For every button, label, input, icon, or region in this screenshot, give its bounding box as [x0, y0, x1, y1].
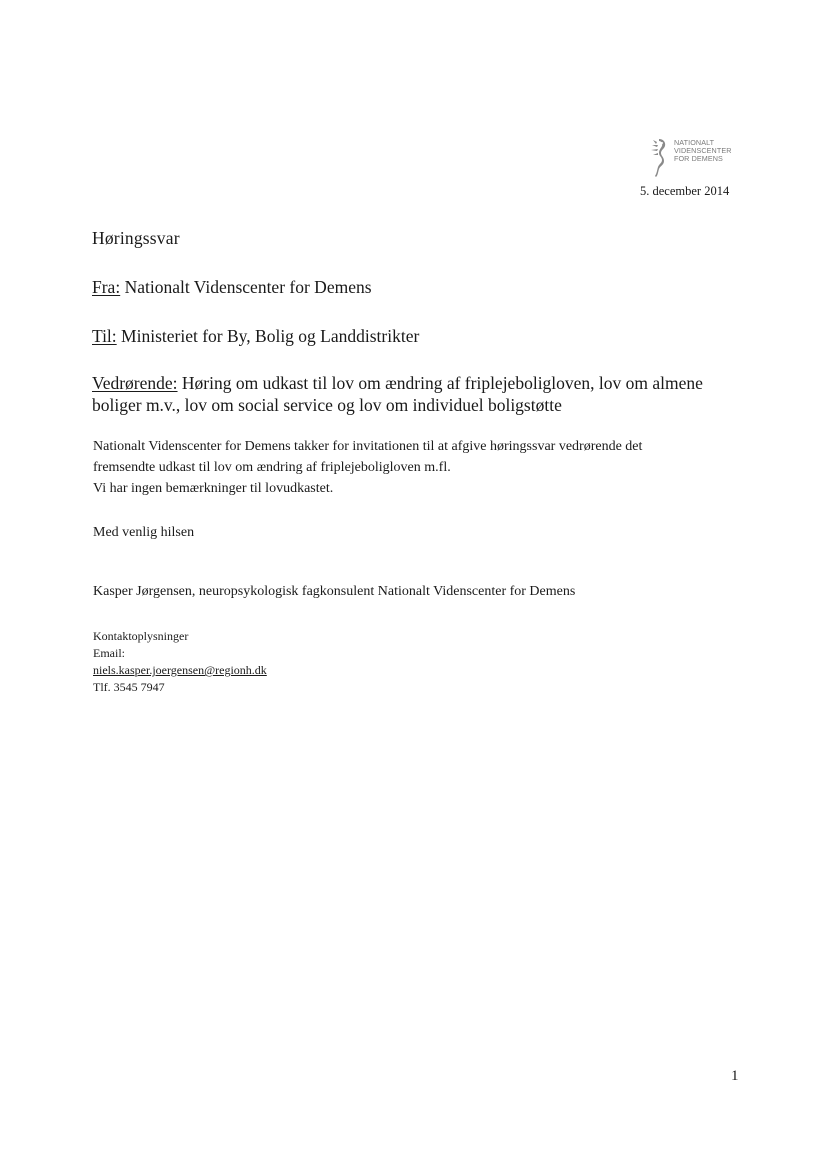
organization-logo	[648, 136, 740, 180]
from-value: Nationalt Videnscenter for Demens	[124, 277, 372, 297]
body-line-1: Nationalt Videnscenter for Demens takker for invitationen til at afgive høringssvar vedrørende det	[93, 439, 643, 454]
contact-block	[93, 628, 267, 696]
phone-line: Tlf. 3545 7947	[93, 680, 165, 694]
document-title: Høringssvar	[92, 228, 180, 248]
signature-line: Kasper Jørgensen, neuropsykologisk fagkonsulent Nationalt Videnscenter for Demens	[93, 584, 576, 599]
email-line	[93, 645, 267, 679]
contact-heading: Kontaktoplysninger	[93, 629, 189, 643]
from-label: Fra:	[92, 277, 121, 297]
body-line-2: fremsendte udkast til lov om ændring af friplejeboligloven m.fl.	[93, 460, 451, 475]
subject-line	[92, 372, 732, 416]
email-label: Email:	[93, 646, 125, 660]
body-line-3: Vi har ingen bemærkninger til lovudkastet.	[93, 481, 334, 496]
closing-greeting: Med venlig hilsen	[93, 525, 195, 540]
to-label: Til:	[92, 326, 117, 346]
subject-label: Vedrørende:	[92, 373, 178, 393]
subject-value: Høring om udkast til lov om ændring af friplejeboligloven, lov om almene boliger m.v., lov om social service og lov om individuel boligstøtte	[92, 373, 703, 415]
logo-line-2: VIDENSCENTER	[674, 146, 732, 156]
logo-wordmark	[674, 139, 732, 164]
to-line	[92, 326, 419, 347]
page-number: 1	[731, 1068, 739, 1084]
email-link[interactable]: niels.kasper.joergensen@regionh.dk	[93, 663, 267, 677]
letter-date: 5. december 2014	[640, 184, 730, 198]
seahorse-logo-icon	[648, 136, 670, 180]
body-paragraph	[93, 436, 743, 499]
to-value: Ministeriet for By, Bolig og Landdistrikter	[121, 326, 420, 346]
logo-line-3: FOR DEMENS	[674, 154, 723, 164]
logo-line-1: NATIONALT	[674, 138, 715, 147]
from-line	[92, 277, 372, 298]
